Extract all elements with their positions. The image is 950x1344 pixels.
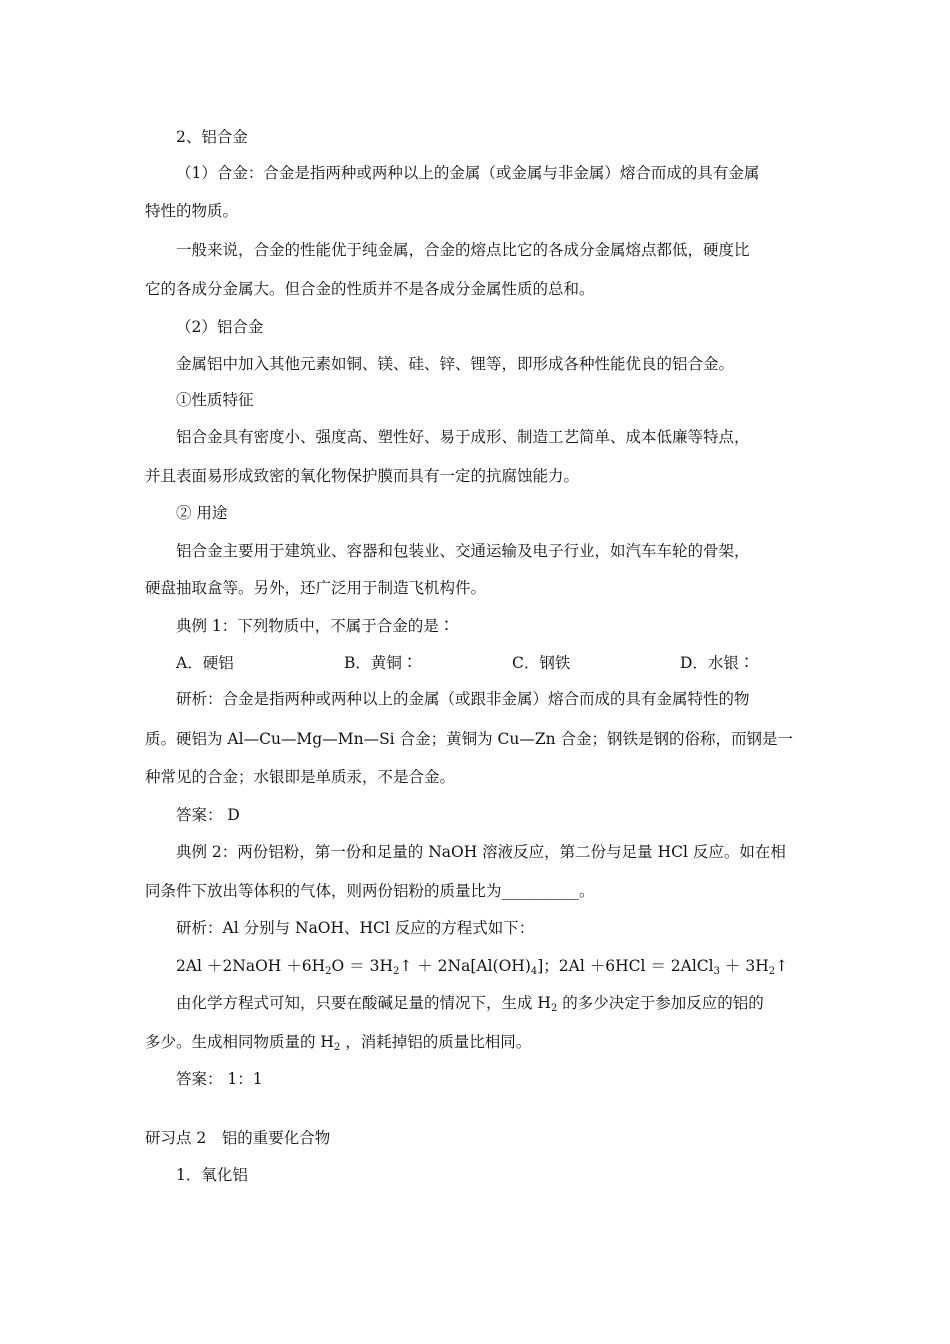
text-line: 硬盘抽取盒等。另外，还广泛用于制造飞机构件。 xyxy=(145,579,487,597)
item-heading-uses: ② 用途 xyxy=(176,504,228,522)
text-line: 同条件下放出等体积的气体，则两份铝粉的质量比为__________。 xyxy=(145,882,595,900)
eq-subscript: 3 xyxy=(713,966,720,977)
text-line: 铝合金主要用于建筑业、容器和包装业、交通运输及电子行业，如汽车车轮的骨架， xyxy=(176,542,750,560)
paragraph-aluminum-alloy: 金属铝中加入其他元素如铜、镁、硅、锌、锂等，即形成各种性能优良的铝合金。 xyxy=(176,355,735,373)
eq-subscript: 2 xyxy=(392,966,400,977)
option-d: D．水银∶ xyxy=(680,654,755,672)
subsection-heading: （2）铝合金 xyxy=(176,318,264,336)
eq-subscript: 2 xyxy=(768,966,776,977)
option-b: B．黄铜∶ xyxy=(344,654,418,672)
text-line: 它的各成分金属大。但合金的性质并不是各成分金属性质的总和。 xyxy=(145,280,595,298)
text-line: 研析：合金是指两种或两种以上的金属（或跟非金属）熔合而成的具有金属特性的物 xyxy=(176,690,750,708)
text-line: 铝合金具有密度小、强度高、塑性好、易于成形、制造工艺简单、成本低廉等特点， xyxy=(176,428,750,446)
example2-analysis: 研析：Al 分别与 NaOH、HCl 反应的方程式如下： xyxy=(176,919,535,937)
subscript: 2 xyxy=(550,1003,558,1014)
eq-part: ＋ 3H xyxy=(720,957,769,975)
text-line: 典例 2：两份铝粉，第一份和足量的 NaOH 溶液反应，第二份与足量 HCl 反应。如在相 xyxy=(176,843,786,861)
section-heading: 2、铝合金 xyxy=(176,128,248,146)
eq-subscript: 2 xyxy=(325,966,332,977)
text-line: 一般来说，合金的性能优于纯金属，合金的熔点比它的各成分金属熔点都低，硬度比 xyxy=(176,241,750,259)
text-part: 的多少决定于参加反应的铝的 xyxy=(557,994,764,1012)
eq-part: ↑ xyxy=(775,957,789,975)
option-a: A．硬铝 xyxy=(176,654,234,672)
text-line: 种常见的合金；水银即是单质汞，不是合金。 xyxy=(145,768,456,786)
option-c: C．钢铁 xyxy=(512,654,571,672)
example2-answer: 答案： 1：1 xyxy=(176,1070,263,1088)
item-heading-properties: ①性质特征 xyxy=(176,391,254,409)
text-line xyxy=(176,993,764,1019)
example1-question: 典例 1：下列物质中，不属于合金的是∶ xyxy=(176,617,455,635)
chemical-equation xyxy=(176,956,788,982)
study-point-heading: 研习点 2 铝的重要化合物 xyxy=(145,1129,331,1147)
sub-item-heading: 1．氧化铝 xyxy=(176,1166,248,1184)
subscript: 2 xyxy=(333,1042,341,1053)
eq-part: ↑ ＋ 2Na[Al(OH) xyxy=(399,957,531,975)
text-part: 由化学方程式可知，只要在酸碱足量的情况下，生成 H xyxy=(176,994,551,1012)
eq-part: O ＝ 3H xyxy=(331,957,393,975)
text-line: 质。硬铝为 Al—Cu—Mg—Mn—Si 合金；黄铜为 Cu—Zn 合金；钢铁是钢的俗称，而钢是一 xyxy=(145,730,794,748)
text-part: ，消耗掉铝的质量比相同。 xyxy=(340,1033,532,1051)
text-line xyxy=(145,1032,531,1058)
eq-part: 2Al ＋2NaOH ＋6H xyxy=(176,957,326,975)
example1-answer: 答案： D xyxy=(176,806,240,824)
eq-part: ]；2Al ＋6HCl ＝ 2AlCl xyxy=(537,957,714,975)
text-part: 多少。生成相同物质量的 H xyxy=(145,1033,334,1051)
eq-subscript: 4 xyxy=(530,966,538,977)
text-line: 特性的物质。 xyxy=(145,202,239,220)
text-line: 并且表面易形成致密的氧化物保护膜而具有一定的抗腐蚀能力。 xyxy=(145,467,580,485)
text-line: （1）合金：合金是指两种或两种以上的金属（或金属与非金属）熔合而成的具有金属 xyxy=(176,164,760,182)
